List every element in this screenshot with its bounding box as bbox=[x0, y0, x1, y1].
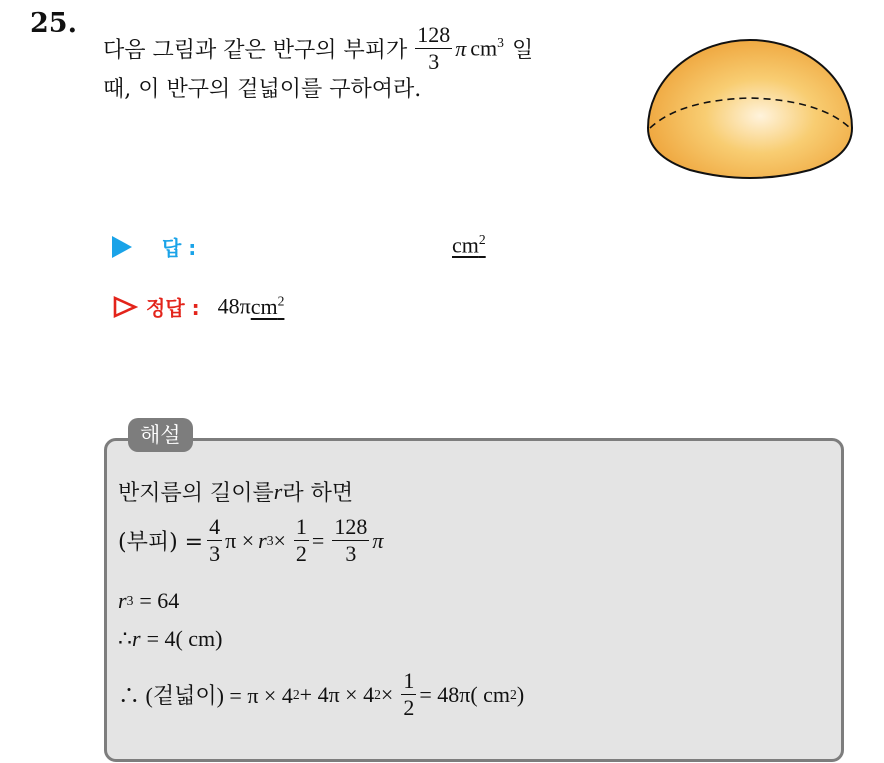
outline-triangle-icon bbox=[112, 295, 138, 319]
explanation-line-4: ∴ r = 4( cm) bbox=[118, 626, 223, 651]
explanation-line-3: r 3 = 64 bbox=[118, 588, 180, 613]
question-line-1 bbox=[103, 24, 533, 73]
question-text-after: 일 bbox=[511, 38, 534, 63]
answer-row bbox=[112, 232, 196, 261]
volume-unit: $cm^3$ bbox=[470, 35, 504, 61]
question-text-before: 다음 그림과 같은 반구의 부피가 bbox=[103, 38, 408, 63]
fraction-denominator: 3 bbox=[428, 49, 440, 74]
correct-answer-value: 48πcm$^2$ bbox=[217, 293, 285, 319]
fraction-128-3: $\frac{128}{3}$ bbox=[334, 514, 368, 566]
hemisphere-figure bbox=[640, 38, 860, 188]
explanation-line-2: (부피) = $\frac{4}{3}$ π × r 3 × $\frac{1}{2}$ = $\frac{128}{3}$ π bbox=[118, 514, 384, 566]
question-line-2: 때, 이 반구의 겉넓이를 구하여라. bbox=[103, 77, 422, 102]
fraction-numerator: 128 bbox=[417, 22, 451, 47]
pi-symbol: π bbox=[455, 35, 467, 61]
answer-blank-unit[interactable]: $cm^2$ bbox=[452, 232, 486, 258]
fraction-1-2: $\frac{1}{2}$ bbox=[295, 514, 307, 566]
play-triangle-icon bbox=[112, 236, 132, 258]
answer-label: 답 : bbox=[162, 236, 197, 260]
explanation-line-5: ∴ (겉넓이) = π × 4 2 + 4π × 4 2 × $\frac{1}{2}$ = 48π( cm 2 ) bbox=[118, 668, 525, 720]
correct-answer-row bbox=[112, 292, 284, 321]
hemisphere-surface bbox=[648, 40, 852, 178]
correct-answer-label: 정답 : bbox=[146, 296, 200, 320]
question-number: 25. bbox=[30, 8, 77, 39]
explanation-tab: 해설 bbox=[128, 418, 193, 452]
explanation-line-1: 반지름의 길이를 r 라 하면 bbox=[118, 478, 354, 506]
fraction-4-3: $\frac{4}{3}$ bbox=[209, 514, 221, 566]
question-fraction bbox=[415, 24, 452, 73]
fraction-1-2-final: $\frac{1}{2}$ bbox=[403, 668, 415, 720]
